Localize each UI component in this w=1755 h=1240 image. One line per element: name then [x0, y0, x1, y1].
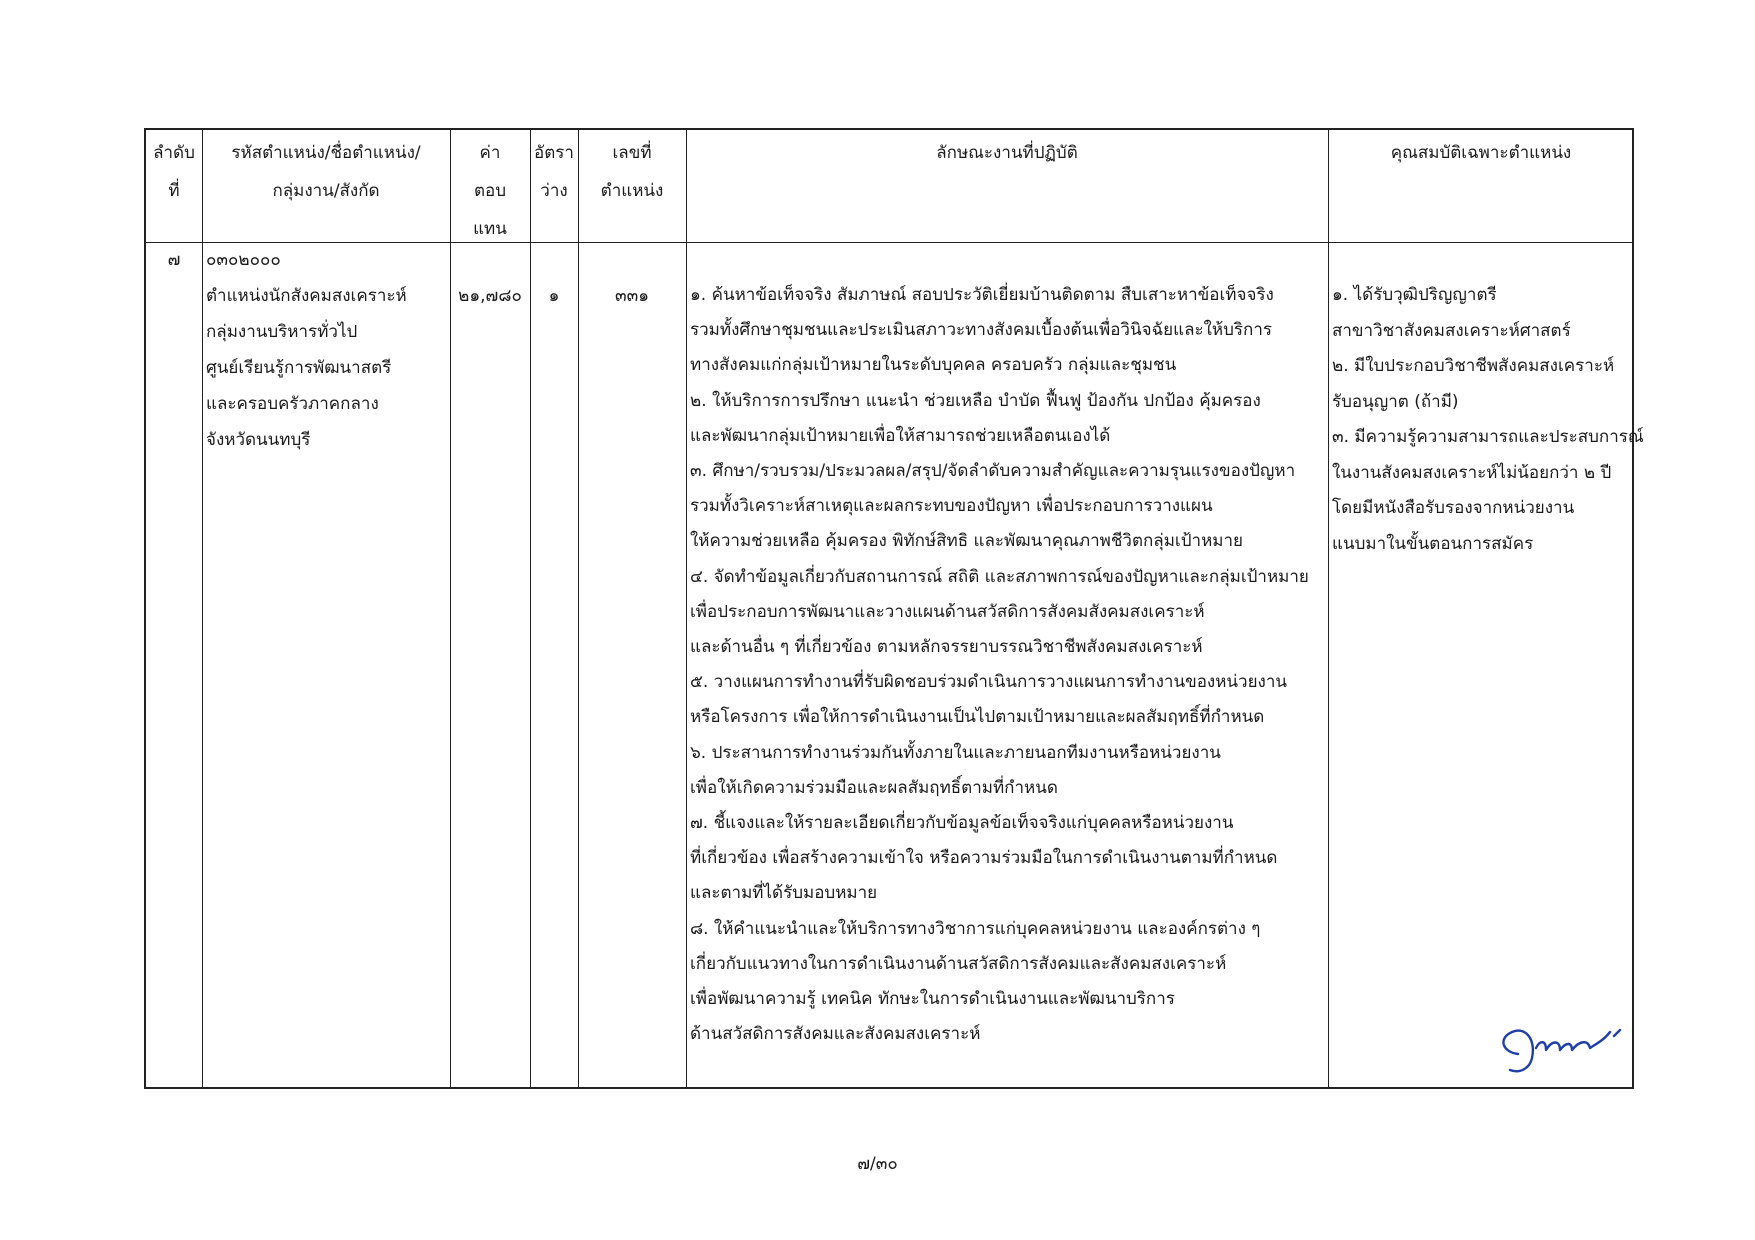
duty-line: และตามที่ได้รับมอบหมาย: [690, 883, 878, 904]
duty-line: เกี่ยวกับแนวทางในการดำเนินงานด้านสวัสดิการสังคมและสังคมสงเคราะห์: [690, 953, 1227, 974]
duty-line: ที่เกี่ยวข้อง เพื่อสร้างความเข้าใจ หรือความร่วมมือในการดำเนินงานตามที่กำหนด: [690, 848, 1278, 869]
duty-line: ๑. ค้นหาข้อเท็จจริง สัมภาษณ์ สอบประวัติเยี่ยมบ้านติดตาม สืบเสาะหาข้อเท็จจริง: [690, 285, 1274, 305]
qualifications-list: [1332, 278, 1644, 562]
position-line: และครอบครัวภาคกลาง: [206, 394, 379, 414]
position-line: จังหวัดนนทบุรี: [206, 430, 311, 450]
duty-line: ๕. วางแผนการทำงานที่รับผิดชอบร่วมดำเนินการวางแผนการทำงานของหน่วยงาน: [690, 672, 1288, 693]
duty-line: ๓. ศึกษา/รวบรวม/ประมวลผล/สรุป/จัดลำดับความสำคัญและความรุนแรงของปัญหา: [690, 461, 1296, 482]
position-line: ศูนย์เรียนรู้การพัฒนาสตรี: [206, 358, 392, 378]
position-table: [144, 128, 1644, 1089]
duty-line: เพื่อพัฒนาความรู้ เทคนิค ทักษะในการดำเนินงานและพัฒนาบริการ: [690, 989, 1175, 1010]
header-position-no: เลขที่ ตำแหน่ง: [600, 143, 664, 201]
header-duties: ลักษณะงานที่ปฏิบัติ: [936, 143, 1078, 163]
row-seq: ๗: [167, 250, 181, 270]
duty-line: ๘. ให้คำแนะนำและให้บริการทางวิชาการแก่บุคคลหน่วยงาน และองค์กรต่าง ๆ: [690, 918, 1261, 939]
duty-line: ด้านสวัสดิการสังคมและสังคมสงเคราะห์: [690, 1024, 981, 1045]
position-number: ๓๓๑: [614, 286, 650, 306]
duty-line: ๒. ให้บริการการปรึกษา แนะนำ ช่วยเหลือ บำบัด ฟื้นฟู ป้องกัน ปกป้อง คุ้มครอง: [690, 390, 1261, 411]
duty-line: ๗. ชี้แจงและให้รายละเอียดเกี่ยวกับข้อมูลข้อเท็จจริงแก่บุคคลหรือหน่วยงาน: [690, 813, 1234, 834]
position-info: [206, 242, 448, 458]
qualification-line: ๓. มีความรู้ความสามารถและประสบการณ์: [1332, 427, 1644, 447]
col-divider: [530, 130, 531, 1087]
duty-line: และพัฒนากลุ่มเป้าหมายเพื่อให้สามารถช่วยเหลือตนเองได้: [690, 425, 1111, 446]
qualification-line: สาขาวิชาสังคมสงเคราะห์ศาสตร์: [1332, 320, 1571, 341]
duty-line: รวมทั้งศึกษาชุมชนและประเมินสภาวะทางสังคมเบื้องต้นเพื่อวินิจฉัยและให้บริการ: [690, 320, 1273, 341]
qualification-line: ๑. ได้รับวุฒิปริญญาตรี: [1332, 285, 1497, 305]
col-divider: [450, 130, 451, 1087]
signature-image: [1480, 1018, 1640, 1078]
col-divider: [202, 130, 203, 1087]
header-compensation: ค่า ตอบ แทน: [473, 143, 507, 239]
duties-list: [690, 278, 1326, 1052]
header-qualifications: คุณสมบัติเฉพาะตำแหน่ง: [1390, 143, 1572, 163]
col-divider: [686, 130, 687, 1087]
duty-line: หรือโครงการ เพื่อให้การดำเนินงานเป็นไปตามเป้าหมายและผลสัมฤทธิ์ที่กำหนด: [690, 707, 1265, 728]
qualification-line: รับอนุญาต (ถ้ามี): [1332, 391, 1459, 412]
duty-line: และด้านอื่น ๆ ที่เกี่ยวข้อง ตามหลักจรรยาบรรณวิชาชีพสังคมสงเคราะห์: [690, 637, 1203, 658]
qualification-line: ๒. มีใบประกอบวิชาชีพสังคมสงเคราะห์: [1332, 356, 1615, 376]
duty-line: เพื่อให้เกิดความร่วมมือและผลสัมฤทธิ์ตามที่กำหนด: [690, 777, 1058, 798]
col-divider: [578, 130, 579, 1087]
position-line: กลุ่มงานบริหารทั่วไป: [206, 322, 358, 342]
header-vacancy: อัตรา ว่าง: [534, 143, 574, 201]
header-seq: ลำดับ ที่: [153, 143, 195, 201]
col-divider: [1328, 130, 1329, 1087]
qualification-line: แนบมาในขั้นตอนการสมัคร: [1332, 533, 1534, 554]
duty-line: ให้ความช่วยเหลือ คุ้มครอง พิทักษ์สิทธิ และพัฒนาคุณภาพชีวิตกลุ่มเป้าหมาย: [690, 531, 1243, 552]
position-code: ๐๓๐๒๐๐๐: [206, 250, 281, 270]
duty-line: รวมทั้งวิเคราะห์สาเหตุและผลกระทบของปัญหา เพื่อประกอบการวางแผน: [690, 496, 1213, 517]
page-number: ๗/๓๐: [857, 1154, 898, 1174]
duty-line: ๔. จัดทำข้อมูลเกี่ยวกับสถานการณ์ สถิติ และสภาพการณ์ของปัญหาและกลุ่มเป้าหมาย: [690, 566, 1309, 587]
duty-line: ๖. ประสานการทำงานร่วมกันทั้งภายในและภายนอกทีมงานหรือหน่วยงาน: [690, 742, 1221, 763]
compensation-value: ๒๑,๗๘๐: [458, 286, 522, 306]
header-position: รหัสตำแหน่ง/ชื่อตำแหน่ง/ กลุ่มงาน/สังกัด: [231, 143, 421, 201]
duty-line: เพื่อประกอบการพัฒนาและวางแผนด้านสวัสดิการสังคมสังคมสงเคราะห์: [690, 601, 1205, 622]
position-title: ตำแหน่งนักสังคมสงเคราะห์: [206, 286, 407, 306]
qualification-line: โดยมีหนังสือรับรองจากหน่วยงาน: [1332, 498, 1575, 518]
vacancy-value: ๑: [548, 286, 560, 306]
duty-line: ทางสังคมแก่กลุ่มเป้าหมายในระดับบุคคล ครอบครัว กลุ่มและชุมชน: [690, 355, 1177, 376]
qualification-line: ในงานสังคมสงเคราะห์ไม่น้อยกว่า ๒ ปี: [1332, 462, 1612, 483]
